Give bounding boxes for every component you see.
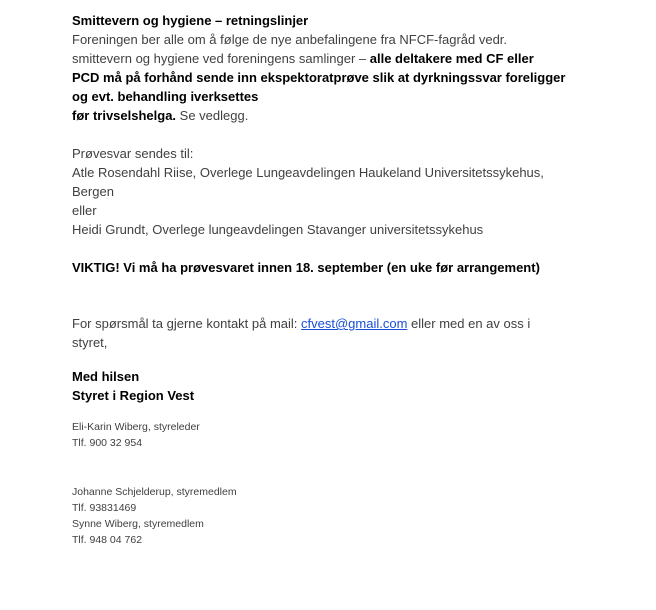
member-phone: Tlf. 900 32 954 bbox=[72, 437, 143, 449]
bold-text: alle deltakere med CF eller bbox=[369, 51, 534, 66]
contact-section bbox=[72, 314, 530, 352]
bold-text: før trivselshelga. bbox=[72, 108, 177, 123]
member-phone: Tlf. 93831469 bbox=[72, 502, 137, 514]
results-label: Prøvesvar sendes til: bbox=[72, 146, 194, 161]
paragraph-line bbox=[72, 49, 565, 68]
paragraph-line: og evt. behandling iverksettes bbox=[72, 89, 259, 104]
or-text: eller bbox=[72, 203, 97, 218]
important-notice: VIKTIG! Vi må ha prøvesvaret innen 18. september (en uke før arrangement) bbox=[72, 260, 540, 275]
hygiene-section bbox=[72, 11, 565, 125]
text: For spørsmål ta gjerne kontakt på mail: bbox=[72, 316, 302, 331]
member bbox=[72, 484, 237, 516]
greeting: Med hilsen bbox=[72, 369, 140, 384]
contact-line bbox=[72, 314, 530, 333]
sender: Styret i Region Vest bbox=[72, 388, 195, 403]
text: Se vedlegg. bbox=[176, 108, 249, 123]
section-title: Smittevern og hygiene – retningslinjer bbox=[72, 13, 309, 28]
member-phone: Tlf. 948 04 762 bbox=[72, 534, 143, 546]
member-name: Eli-Karin Wiberg, styreleder bbox=[72, 421, 200, 433]
paragraph-line bbox=[72, 106, 565, 125]
member-name: Johanne Schjelderup, styremedlem bbox=[72, 486, 237, 498]
text: eller med en av oss i bbox=[407, 316, 531, 331]
recipient-1-city: Bergen bbox=[72, 184, 114, 199]
recipient-2: Heidi Grundt, Overlege lungeavdelingen Stavanger universitetssykehus bbox=[72, 222, 484, 237]
results-section bbox=[72, 144, 544, 239]
text: smittevern og hygiene ved foreningens samlinger – bbox=[72, 51, 370, 66]
closing bbox=[72, 367, 194, 405]
recipient-1: Atle Rosendahl Riise, Overlege Lungeavdelingen Haukeland Universitetssykehus, bbox=[72, 165, 544, 180]
paragraph-line: Foreningen ber alle om å følge de nye anbefalingene fra NFCF-fagråd vedr. bbox=[72, 32, 508, 47]
member bbox=[72, 516, 204, 548]
member-name: Synne Wiberg, styremedlem bbox=[72, 518, 204, 530]
paragraph-line: PCD må på forhånd sende inn ekspektoratprøve slik at dyrkningssvar foreligger bbox=[72, 70, 566, 85]
email-link[interactable]: cfvest@gmail.com bbox=[301, 316, 408, 331]
contact-line-2: styret, bbox=[72, 335, 108, 350]
member bbox=[72, 419, 200, 451]
